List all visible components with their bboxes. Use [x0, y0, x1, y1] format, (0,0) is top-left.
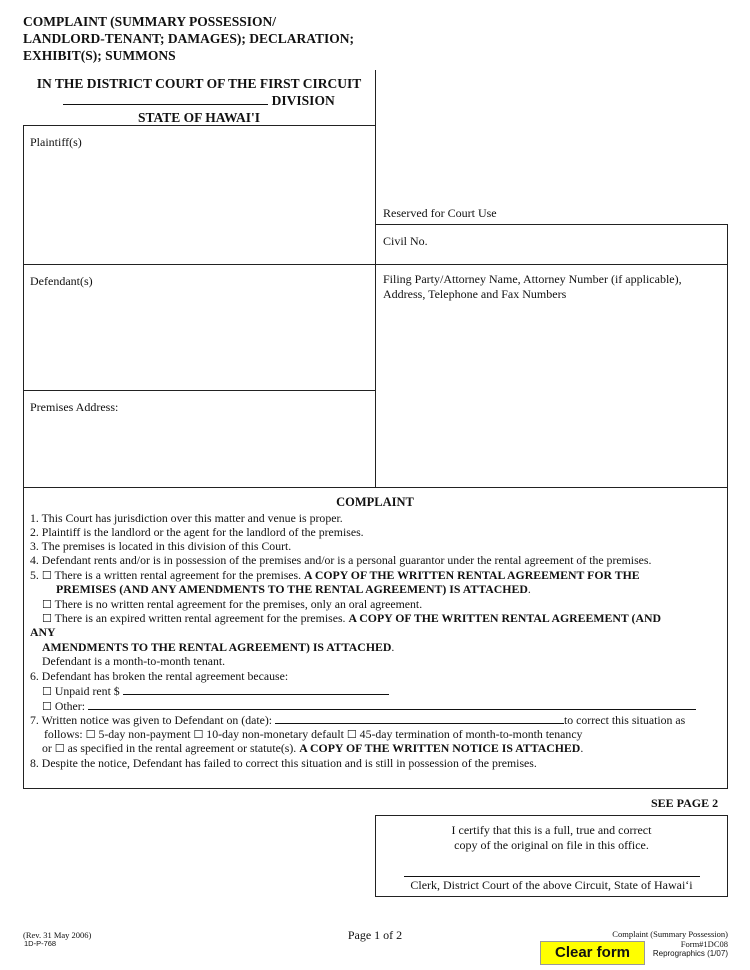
other-line: ☐ Other:: [42, 698, 696, 714]
unpaid-rent-field[interactable]: [123, 683, 389, 695]
complaint-item-8: 8. Despite the notice, Defendant has failed to correct this situation and is still in possession of the premises.: [30, 756, 537, 770]
footer-form-info: Complaint (Summary Possession) Form#1DC08 Reprographics (1/07): [612, 929, 728, 958]
clerk-signature-line: [404, 876, 700, 877]
state-name: STATE OF HAWAI'I: [137, 110, 261, 125]
complaint-item-5c: ☐ There is an expired written rental agreement for the premises. A COPY OF THE WRITTEN RENTAL AGREEMENT (AND: [42, 611, 662, 625]
plaintiff-label: Plaintiff(s): [30, 135, 82, 149]
defendant-label: Defendant(s): [30, 274, 93, 288]
civil-no-box[interactable]: [375, 224, 728, 265]
forty-five-day-checkbox[interactable]: ☐: [346, 728, 357, 741]
notice-date-field[interactable]: [275, 712, 564, 724]
written-agreement-checkbox[interactable]: ☐: [41, 569, 52, 582]
complaint-item-1: 1. This Court has jurisdiction over this matter and venue is proper.: [30, 511, 343, 525]
ten-day-checkbox[interactable]: ☐: [193, 728, 204, 741]
premises-address-label: Premises Address:: [30, 400, 119, 414]
certify-line-1: I certify that this is a full, true and correct: [451, 823, 652, 837]
filing-party-box[interactable]: [375, 264, 728, 488]
see-page-note: SEE PAGE 2: [651, 796, 719, 810]
filing-party-label: Filing Party/Attorney Name, Attorney Number (if applicable), Address, Telephone and Fax Numbers: [383, 272, 682, 301]
complaint-item-3: 3. The premises is located in this division of this Court.: [30, 539, 292, 553]
division-line: DIVISION: [23, 92, 375, 109]
complaint-item-7a: 7. Written notice was given to Defendant on (date): to correct this situation as: [30, 713, 686, 727]
certification-box: [375, 815, 728, 897]
court-name: IN THE DISTRICT COURT OF THE FIRST CIRCUIT: [36, 76, 362, 91]
unpaid-rent-checkbox[interactable]: ☐: [42, 685, 52, 698]
form-title: COMPLAINT (SUMMARY POSSESSION/ LANDLORD-TENANT; DAMAGES); DECLARATION; EXHIBIT(S); SUMMONS: [23, 14, 355, 63]
unpaid-rent-line: ☐ Unpaid rent $: [42, 683, 389, 699]
complaint-item-6: 6. Defendant has broken the rental agreement because:: [30, 669, 289, 683]
complaint-item-7b: follows: ☐ 5-day non-payment ☐ 10-day non-monetary default ☐ 45-day termination of month-to-month tenancy: [44, 727, 583, 741]
complaint-item-5c-any: ANY: [30, 625, 56, 639]
as-specified-checkbox[interactable]: ☐: [54, 742, 65, 755]
plaintiff-box[interactable]: [23, 125, 376, 265]
complaint-item-4: 4. Defendant rents and/or is in possession of the premises and/or is a personal guarantor under the rental agreement of the premises.: [30, 553, 652, 567]
court-header-box: [23, 70, 376, 126]
complaint-item-2: 2. Plaintiff is the landlord or the agent for the landlord of the premises.: [30, 525, 364, 539]
complaint-item-5b: ☐ There is no written rental agreement for the premises, only an oral agreement.: [42, 597, 423, 611]
complaint-item-5d: Defendant is a month-to-month tenant.: [42, 654, 226, 668]
other-field[interactable]: [88, 698, 696, 710]
reserved-label: Reserved for Court Use: [383, 206, 497, 220]
civil-no-label: Civil No.: [383, 234, 428, 248]
complaint-item-5a: 5. ☐ There is a written rental agreement for the premises. A COPY OF THE WRITTEN RENTAL AGREEMENT FOR THE: [30, 568, 640, 582]
division-blank[interactable]: [63, 104, 268, 105]
clear-form-button[interactable]: Clear form: [540, 941, 645, 965]
complaint-item-5c-cont: AMENDMENTS TO THE RENTAL AGREEMENT) IS ATTACHED.: [42, 640, 395, 654]
revision-date: (Rev. 31 May 2006): [23, 930, 92, 940]
clerk-label: Clerk, District Court of the above Circuit, State of Hawai‘i: [410, 878, 693, 892]
complaint-item-5a-cont: PREMISES (AND ANY AMENDMENTS TO THE RENTAL AGREEMENT) IS ATTACHED.: [56, 582, 531, 596]
form-code: 1D-P-768: [24, 939, 57, 948]
premises-address-box[interactable]: [23, 390, 376, 488]
defendant-box[interactable]: [23, 264, 376, 391]
complaint-item-7c: or ☐ as specified in the rental agreement or statute(s). A COPY OF THE WRITTEN NOTICE IS ATTACHED.: [42, 741, 584, 755]
other-checkbox[interactable]: ☐: [42, 700, 52, 713]
expired-agreement-checkbox[interactable]: ☐: [42, 612, 52, 625]
page-number: Page 1 of 2: [347, 928, 403, 942]
oral-agreement-checkbox[interactable]: ☐: [42, 598, 52, 611]
certify-line-2: copy of the original on file in this office.: [454, 838, 649, 852]
five-day-checkbox[interactable]: ☐: [85, 728, 96, 741]
complaint-heading: COMPLAINT: [336, 495, 414, 509]
